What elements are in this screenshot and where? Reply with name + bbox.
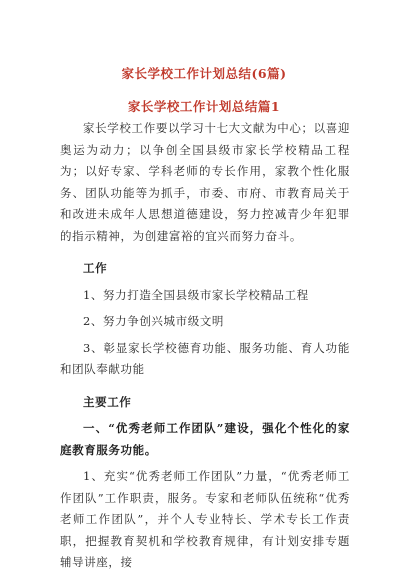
work-item-3: 3、彰显家长学校德育功能、服务功能、育人功能和团队奉献功能 [60, 340, 350, 376]
heading-work: 工作 [83, 261, 108, 275]
work-item-1: 1、努力打造全国县级市家长学校精品工程 [83, 287, 309, 302]
work-item-2: 2、努力争创兴城市级文明 [83, 314, 225, 328]
section-title: 家长学校工作计划总结篇1 [127, 99, 281, 114]
document-title: 家长学校工作计划总结(6篇) [121, 66, 287, 81]
intro-paragraph: 家长学校工作要以学习十七大文献为中心；以喜迎奥运为动力；以争创全国县级市家长学校精品工程为；以好专家、学科老师的专长作用，家教个性化服务、团队功能等为抓手，市委、市府、市教育局关于和改进未成年人思想道德建设，努力控减青少年犯罪的指示精神，为创建富裕的宜兴而努力奋斗。 [60, 121, 350, 243]
heading-main-work: 主要工作 [83, 394, 132, 409]
main-point-1: 一、“优秀老师工作团队”建设，强化个性化的家庭教育服务功能。 [60, 421, 350, 457]
main-point-1-detail: 1、充实“优秀老师工作团队”力量，“优秀老师工作团队”工作职责，服务。专家和老师队伍统称“优秀老师工作团队”，并个人专业特长、学术专长工作责职，把握教育契机和学校教育规律，有计划安排专题辅导讲座，接 [60, 469, 350, 569]
document-body [60, 118, 350, 574]
